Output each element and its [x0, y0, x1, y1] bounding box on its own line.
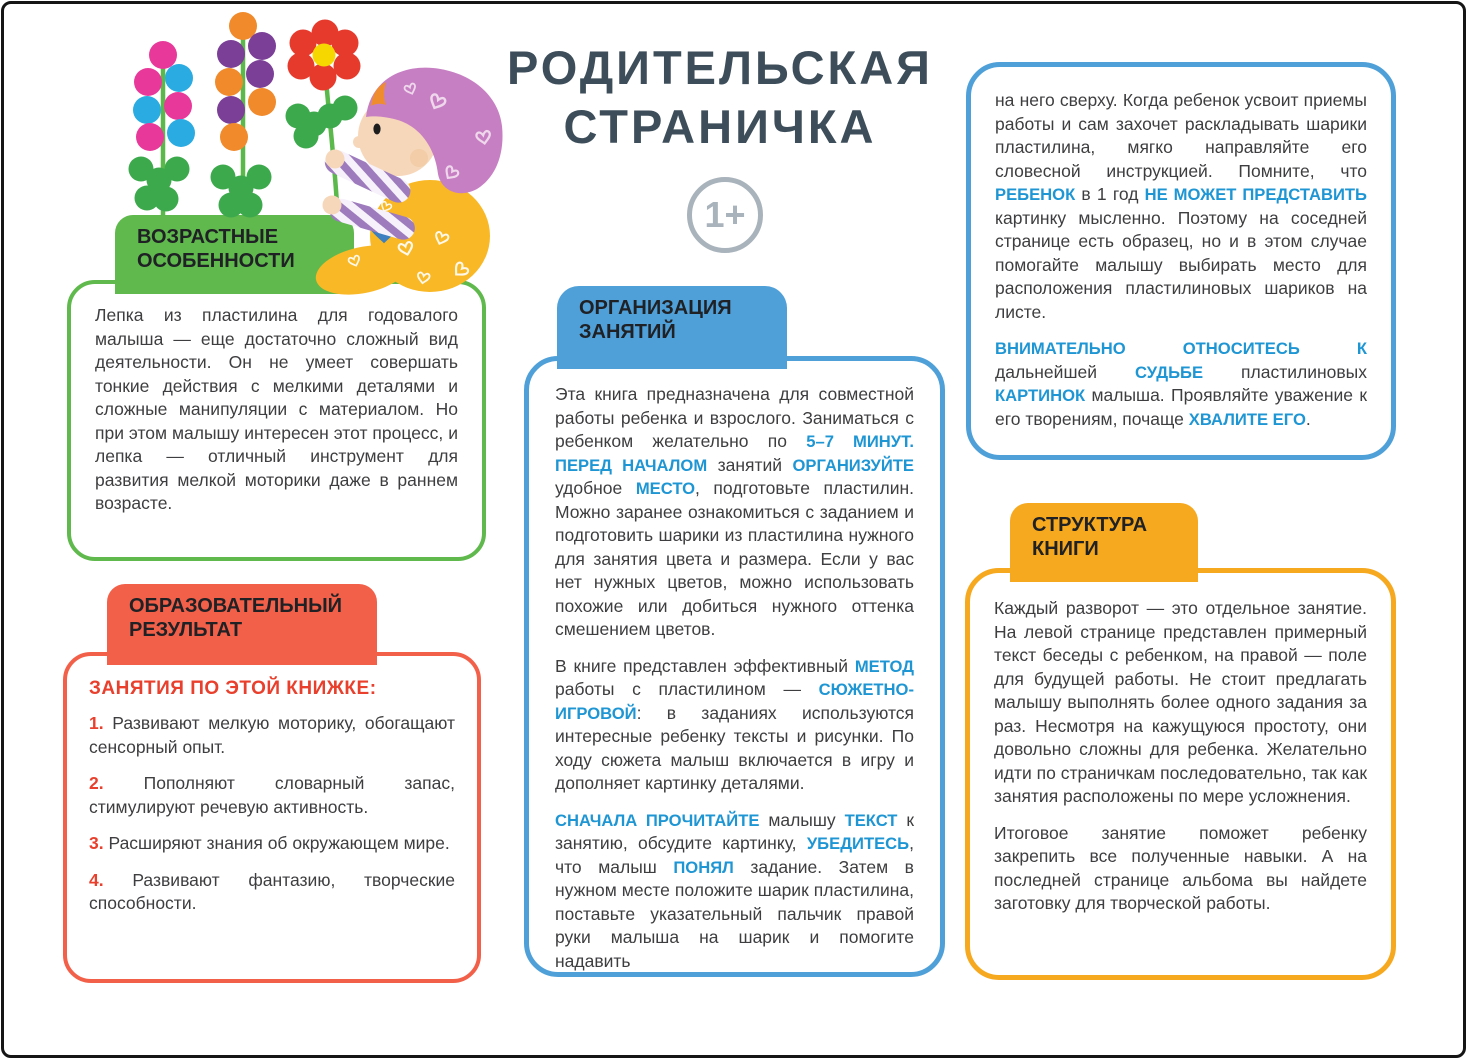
- box-book-structure: [965, 568, 1396, 980]
- tab-book-structure-line1: СТРУКТУРА: [1032, 514, 1148, 536]
- list-item-text: Развивают мелкую моторику, обогащают сенсорный опыт.: [89, 713, 455, 757]
- tab-educational-result-line1: ОБРАЗОВАТЕЛЬНЫЙ: [129, 595, 343, 617]
- list-item-number: 4.: [89, 869, 104, 890]
- list-item-number: 2.: [89, 773, 104, 793]
- tab-book-structure: [1010, 503, 1198, 582]
- tab-age-features: [115, 215, 354, 294]
- list-item: [89, 869, 455, 916]
- tab-educational-result-line2: РЕЗУЛЬТАТ: [129, 618, 243, 641]
- box-educational-result: [63, 652, 481, 983]
- list-item: [89, 832, 455, 856]
- tab-book-structure-line2: КНИГИ: [1032, 537, 1099, 560]
- tab-educational-result: [107, 584, 377, 665]
- list-item-number: 1.: [89, 713, 104, 733]
- age-features-text: Лепка из пластилина для годовалого малыша — еще достаточно сложный вид деятельности. Он не умеет совершать тонкие действия с мелкими деталями и сложные манипуляции с материалом. Но при этом малышу интересен этот процесс, и лепка — отличный инструмент для развития мелкой моторики даже в раннем возрасте.: [95, 305, 458, 513]
- list-item-text: Расширяют знания об окружающем мире.: [108, 833, 450, 853]
- paragraph: Итоговое занятие поможет ребенку закрепить все полученные навыки. А на последней странице альбома вы найдете заготовку для творческой работы.: [994, 822, 1367, 913]
- tab-organization-line2: ЗАНЯТИЙ: [579, 320, 676, 343]
- paragraph: ВНИМАТЕЛЬНО ОТНОСИТЕСЬ К дальнейшей СУДЬБЕ пластилиновых КАРТИНОК малыша. Проявляйте уважение к его творениям, почаще ХВАЛИТЕ ЕГО.: [995, 339, 1367, 429]
- age-badge: [687, 177, 763, 253]
- tab-age-features-line2: ОСОБЕННОСТИ: [137, 249, 295, 272]
- list-item: [89, 772, 455, 819]
- paragraph: на него сверху. Когда ребенок усвоит приемы работы и сам захочет раскладывать шарики пластилина, мягко направляйте его словесной инструкцией. Помните, что РЕБЕНОК в 1 год НЕ МОЖЕТ ПРЕДСТАВИТЬ картинку мысленно. Поэтому на соседней странице есть образец, но и в этом случае помогайте малышу выбирать место для расположения пластилиновых шариков на листе.: [995, 90, 1367, 322]
- paragraph: Каждый разворот — это отдельное занятие. На левой странице представлен примерный текст беседы с ребенком, на правой — поле для будущей работы. Не стоит предлагать малышу выполнять более одного задания за раз. Несмотря на кажущуюся простоту, они довольно сложны для ребенка. Желательно идти по страничкам последовательно, так как занятия расположены по мере усложнения.: [994, 598, 1367, 806]
- box-age-features: [67, 280, 486, 561]
- box-organization-continued: [966, 62, 1396, 460]
- box-organization: [524, 356, 945, 977]
- list-item-text: Развивают фантазию, творческие способности.: [89, 869, 455, 913]
- tab-organization: [557, 286, 787, 369]
- paragraph: Эта книга предназначена для совместной работы ребенка и взрослого. Заниматься с ребенком желательно по 5–7 МИНУТ. ПЕРЕД НАЧАЛОМ занятий ОРГАНИЗУЙТЕ удобное МЕСТО, подготовьте пластилин. Можно заранее ознакомиться с заданием и подготовить шарики из пластилина нужного для занятия цвета и размера. Если у вас нет нужных цветов, можно использовать похожие или добиться нужного оттенка смешением цветов.: [555, 384, 915, 639]
- paragraph: В книге представлен эффективный МЕТОД работы с пластилином — СЮЖЕТНО-ИГРОВОЙ: в заданиях используются интересные ребенку тексты и рисунки. По ходу сюжета малыш включается в игру и дополняет картинку деталями.: [555, 655, 914, 793]
- list-item-text: Пополняют словарный запас, стимулируют речевую активность.: [89, 773, 455, 817]
- page-title: [470, 38, 970, 156]
- paragraph: СНАЧАЛА ПРОЧИТАЙТЕ малышу ТЕКСТ к занятию, обсудите картинку, УБЕДИТЕСЬ, что малыш ПОНЯЛ задание. Затем в нужном месте положите шарик пластилина, поставьте указательный пальчик правой руки малыша на шарик и помогите надавить: [555, 809, 914, 971]
- list-item-number: 3.: [89, 833, 104, 853]
- age-badge-label: 1+: [704, 194, 746, 235]
- education-list-heading: ЗАНЯТИЯ ПО ЭТОЙ КНИЖКЕ:: [89, 678, 377, 699]
- tab-organization-line1: ОРГАНИЗАЦИЯ: [579, 297, 732, 319]
- page-title-line2: СТРАНИЧКА: [563, 100, 877, 154]
- tab-age-features-line1: ВОЗРАСТНЫЕ: [137, 226, 279, 248]
- page-title-line1: РОДИТЕЛЬСКАЯ: [507, 41, 933, 94]
- list-item: [89, 712, 455, 759]
